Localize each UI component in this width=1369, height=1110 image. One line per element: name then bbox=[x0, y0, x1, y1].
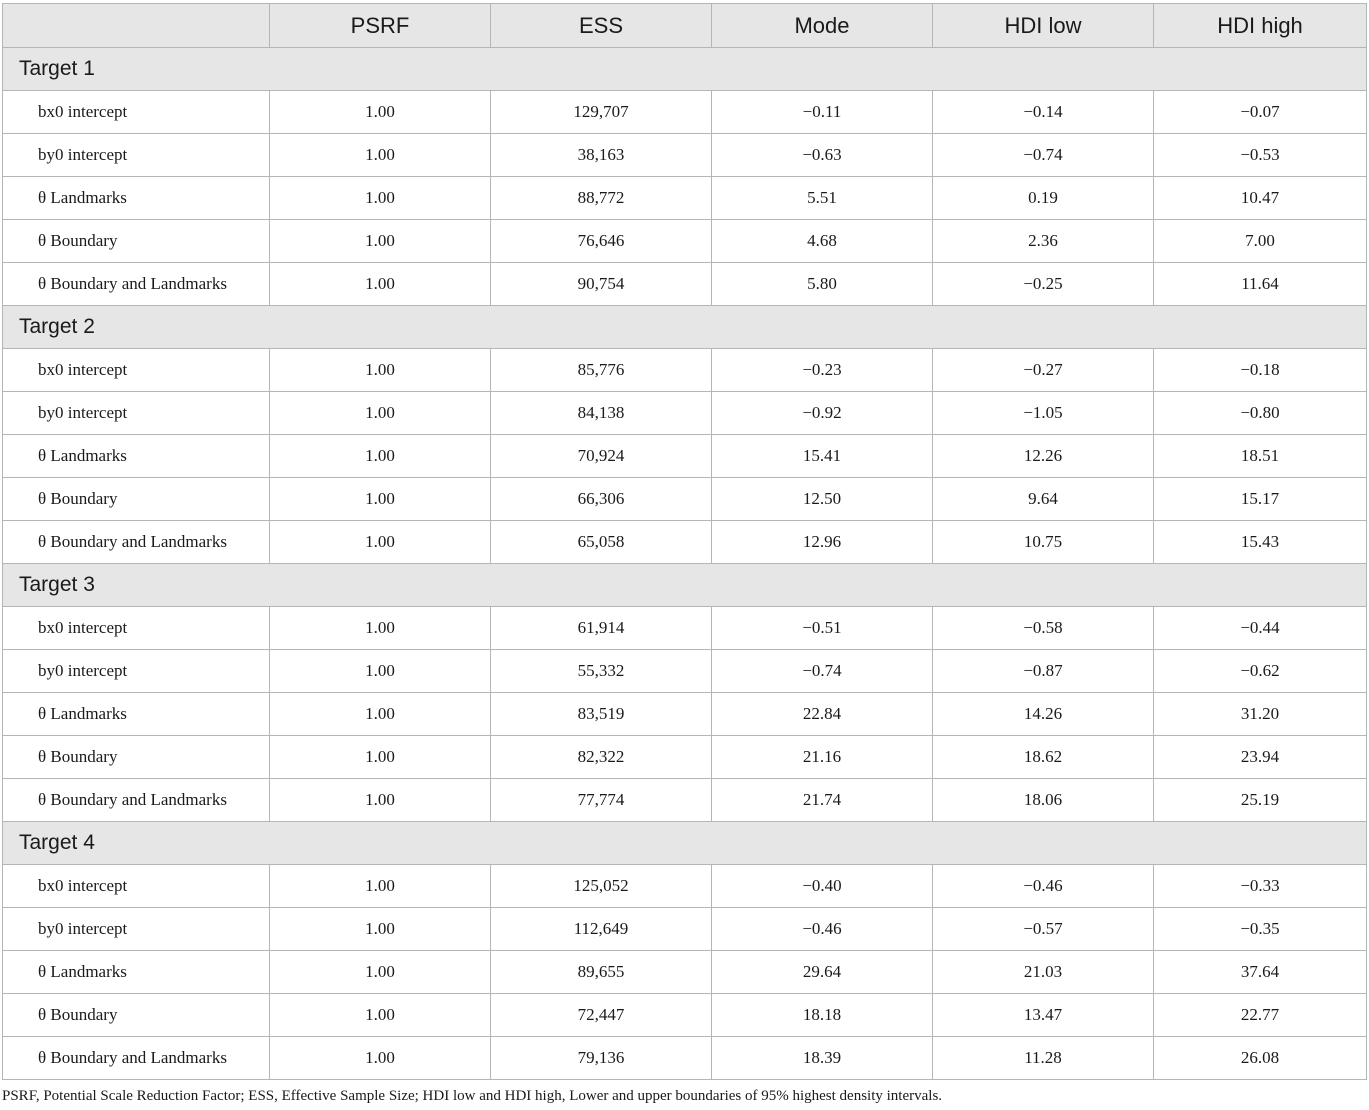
cell-ess: 76,646 bbox=[491, 220, 712, 263]
cell-hdi-low: 11.28 bbox=[933, 1037, 1154, 1080]
cell-parameter: bx0 intercept bbox=[3, 91, 270, 134]
cell-mode: 21.16 bbox=[712, 736, 933, 779]
cell-psrf: 1.00 bbox=[270, 134, 491, 177]
cell-mode: 22.84 bbox=[712, 693, 933, 736]
table-row bbox=[3, 779, 1367, 822]
cell-mode: 4.68 bbox=[712, 220, 933, 263]
table-row bbox=[3, 521, 1367, 564]
cell-mode: −0.40 bbox=[712, 865, 933, 908]
cell-ess: 70,924 bbox=[491, 435, 712, 478]
cell-hdi-high: −0.35 bbox=[1154, 908, 1367, 951]
cell-hdi-low: 18.06 bbox=[933, 779, 1154, 822]
header-cell-ess: ESS bbox=[491, 4, 712, 48]
cell-psrf: 1.00 bbox=[270, 392, 491, 435]
table-footnote: PSRF, Potential Scale Reduction Factor; ESS, Effective Sample Size; HDI low and HDI high, Lower and upper boundaries of 95% highest density intervals. bbox=[2, 1088, 943, 1104]
cell-psrf: 1.00 bbox=[270, 736, 491, 779]
table-row bbox=[3, 607, 1367, 650]
table-row bbox=[3, 478, 1367, 521]
cell-ess: 125,052 bbox=[491, 865, 712, 908]
cell-hdi-low: −1.05 bbox=[933, 392, 1154, 435]
cell-mode: 29.64 bbox=[712, 951, 933, 994]
table-row bbox=[3, 1037, 1367, 1080]
group-row bbox=[3, 564, 1367, 607]
cell-hdi-low: 14.26 bbox=[933, 693, 1154, 736]
cell-psrf: 1.00 bbox=[270, 91, 491, 134]
cell-hdi-high: 7.00 bbox=[1154, 220, 1367, 263]
table-row bbox=[3, 91, 1367, 134]
table-row bbox=[3, 865, 1367, 908]
cell-hdi-low: −0.87 bbox=[933, 650, 1154, 693]
cell-ess: 112,649 bbox=[491, 908, 712, 951]
table-row bbox=[3, 435, 1367, 478]
cell-psrf: 1.00 bbox=[270, 177, 491, 220]
cell-parameter: θ Boundary and Landmarks bbox=[3, 263, 270, 306]
header-row bbox=[3, 4, 1367, 48]
cell-psrf: 1.00 bbox=[270, 220, 491, 263]
cell-mode: −0.23 bbox=[712, 349, 933, 392]
group-row bbox=[3, 48, 1367, 91]
cell-ess: 83,519 bbox=[491, 693, 712, 736]
cell-hdi-high: 11.64 bbox=[1154, 263, 1367, 306]
cell-hdi-low: −0.25 bbox=[933, 263, 1154, 306]
cell-ess: 85,776 bbox=[491, 349, 712, 392]
cell-hdi-high: −0.18 bbox=[1154, 349, 1367, 392]
table-row bbox=[3, 349, 1367, 392]
cell-parameter: θ Boundary and Landmarks bbox=[3, 779, 270, 822]
cell-psrf: 1.00 bbox=[270, 693, 491, 736]
header-cell-mode: Mode bbox=[712, 4, 933, 48]
results-table bbox=[2, 3, 1367, 1080]
cell-parameter: θ Boundary bbox=[3, 994, 270, 1037]
cell-hdi-high: 25.19 bbox=[1154, 779, 1367, 822]
cell-mode: 18.39 bbox=[712, 1037, 933, 1080]
cell-ess: 79,136 bbox=[491, 1037, 712, 1080]
cell-hdi-high: 15.43 bbox=[1154, 521, 1367, 564]
cell-hdi-high: 18.51 bbox=[1154, 435, 1367, 478]
cell-psrf: 1.00 bbox=[270, 478, 491, 521]
cell-mode: 15.41 bbox=[712, 435, 933, 478]
table-row bbox=[3, 736, 1367, 779]
cell-parameter: θ Landmarks bbox=[3, 435, 270, 478]
cell-hdi-high: −0.44 bbox=[1154, 607, 1367, 650]
header-cell-hdi-high: HDI high bbox=[1154, 4, 1367, 48]
cell-hdi-high: 37.64 bbox=[1154, 951, 1367, 994]
cell-hdi-low: 9.64 bbox=[933, 478, 1154, 521]
cell-parameter: by0 intercept bbox=[3, 908, 270, 951]
cell-hdi-high: −0.07 bbox=[1154, 91, 1367, 134]
group-row bbox=[3, 822, 1367, 865]
cell-mode: 5.80 bbox=[712, 263, 933, 306]
cell-parameter: θ Boundary and Landmarks bbox=[3, 521, 270, 564]
cell-ess: 61,914 bbox=[491, 607, 712, 650]
cell-hdi-low: −0.58 bbox=[933, 607, 1154, 650]
cell-psrf: 1.00 bbox=[270, 521, 491, 564]
cell-mode: −0.11 bbox=[712, 91, 933, 134]
cell-psrf: 1.00 bbox=[270, 650, 491, 693]
cell-hdi-high: −0.80 bbox=[1154, 392, 1367, 435]
header-cell-psrf: PSRF bbox=[270, 4, 491, 48]
cell-parameter: by0 intercept bbox=[3, 392, 270, 435]
cell-hdi-low: 0.19 bbox=[933, 177, 1154, 220]
cell-mode: 21.74 bbox=[712, 779, 933, 822]
cell-parameter: θ Boundary bbox=[3, 478, 270, 521]
results-table-container bbox=[2, 3, 1366, 1080]
cell-hdi-low: 10.75 bbox=[933, 521, 1154, 564]
group-title: Target 2 bbox=[3, 306, 1367, 349]
table-row bbox=[3, 908, 1367, 951]
cell-mode: 5.51 bbox=[712, 177, 933, 220]
cell-hdi-high: 31.20 bbox=[1154, 693, 1367, 736]
cell-parameter: bx0 intercept bbox=[3, 865, 270, 908]
cell-psrf: 1.00 bbox=[270, 994, 491, 1037]
cell-ess: 129,707 bbox=[491, 91, 712, 134]
cell-hdi-high: −0.62 bbox=[1154, 650, 1367, 693]
table-row bbox=[3, 392, 1367, 435]
cell-hdi-low: 12.26 bbox=[933, 435, 1154, 478]
table-row bbox=[3, 177, 1367, 220]
cell-parameter: θ Landmarks bbox=[3, 693, 270, 736]
cell-hdi-high: 15.17 bbox=[1154, 478, 1367, 521]
group-title: Target 3 bbox=[3, 564, 1367, 607]
cell-hdi-high: 10.47 bbox=[1154, 177, 1367, 220]
cell-hdi-low: 18.62 bbox=[933, 736, 1154, 779]
cell-ess: 55,332 bbox=[491, 650, 712, 693]
cell-hdi-low: −0.57 bbox=[933, 908, 1154, 951]
group-title: Target 4 bbox=[3, 822, 1367, 865]
cell-ess: 66,306 bbox=[491, 478, 712, 521]
group-title: Target 1 bbox=[3, 48, 1367, 91]
cell-ess: 84,138 bbox=[491, 392, 712, 435]
cell-mode: −0.63 bbox=[712, 134, 933, 177]
cell-hdi-high: 26.08 bbox=[1154, 1037, 1367, 1080]
cell-parameter: θ Boundary and Landmarks bbox=[3, 1037, 270, 1080]
table-row bbox=[3, 693, 1367, 736]
cell-mode: −0.74 bbox=[712, 650, 933, 693]
cell-ess: 90,754 bbox=[491, 263, 712, 306]
group-row bbox=[3, 306, 1367, 349]
cell-parameter: θ Landmarks bbox=[3, 177, 270, 220]
table-row bbox=[3, 650, 1367, 693]
cell-ess: 72,447 bbox=[491, 994, 712, 1037]
cell-psrf: 1.00 bbox=[270, 1037, 491, 1080]
table-row bbox=[3, 263, 1367, 306]
cell-psrf: 1.00 bbox=[270, 263, 491, 306]
cell-parameter: bx0 intercept bbox=[3, 349, 270, 392]
table-row bbox=[3, 134, 1367, 177]
cell-hdi-high: 23.94 bbox=[1154, 736, 1367, 779]
table-header bbox=[3, 4, 1367, 48]
cell-hdi-low: −0.14 bbox=[933, 91, 1154, 134]
cell-mode: −0.92 bbox=[712, 392, 933, 435]
cell-mode: 12.96 bbox=[712, 521, 933, 564]
table-body bbox=[3, 48, 1367, 1080]
cell-ess: 88,772 bbox=[491, 177, 712, 220]
table-row bbox=[3, 220, 1367, 263]
table-row bbox=[3, 951, 1367, 994]
header-cell-hdi-low: HDI low bbox=[933, 4, 1154, 48]
cell-mode: −0.46 bbox=[712, 908, 933, 951]
cell-mode: 18.18 bbox=[712, 994, 933, 1037]
cell-psrf: 1.00 bbox=[270, 435, 491, 478]
cell-psrf: 1.00 bbox=[270, 865, 491, 908]
cell-mode: 12.50 bbox=[712, 478, 933, 521]
cell-hdi-low: 13.47 bbox=[933, 994, 1154, 1037]
cell-psrf: 1.00 bbox=[270, 607, 491, 650]
cell-psrf: 1.00 bbox=[270, 779, 491, 822]
cell-ess: 82,322 bbox=[491, 736, 712, 779]
cell-parameter: θ Landmarks bbox=[3, 951, 270, 994]
cell-parameter: θ Boundary bbox=[3, 220, 270, 263]
cell-psrf: 1.00 bbox=[270, 951, 491, 994]
cell-parameter: θ Boundary bbox=[3, 736, 270, 779]
cell-hdi-low: −0.74 bbox=[933, 134, 1154, 177]
cell-hdi-high: 22.77 bbox=[1154, 994, 1367, 1037]
cell-hdi-low: 21.03 bbox=[933, 951, 1154, 994]
cell-mode: −0.51 bbox=[712, 607, 933, 650]
cell-hdi-low: −0.46 bbox=[933, 865, 1154, 908]
cell-parameter: by0 intercept bbox=[3, 134, 270, 177]
cell-hdi-high: −0.53 bbox=[1154, 134, 1367, 177]
cell-ess: 65,058 bbox=[491, 521, 712, 564]
cell-parameter: by0 intercept bbox=[3, 650, 270, 693]
header-cell-parameter bbox=[3, 4, 270, 48]
cell-psrf: 1.00 bbox=[270, 908, 491, 951]
cell-parameter: bx0 intercept bbox=[3, 607, 270, 650]
cell-ess: 89,655 bbox=[491, 951, 712, 994]
cell-ess: 38,163 bbox=[491, 134, 712, 177]
cell-psrf: 1.00 bbox=[270, 349, 491, 392]
cell-ess: 77,774 bbox=[491, 779, 712, 822]
cell-hdi-high: −0.33 bbox=[1154, 865, 1367, 908]
cell-hdi-low: −0.27 bbox=[933, 349, 1154, 392]
cell-hdi-low: 2.36 bbox=[933, 220, 1154, 263]
table-row bbox=[3, 994, 1367, 1037]
